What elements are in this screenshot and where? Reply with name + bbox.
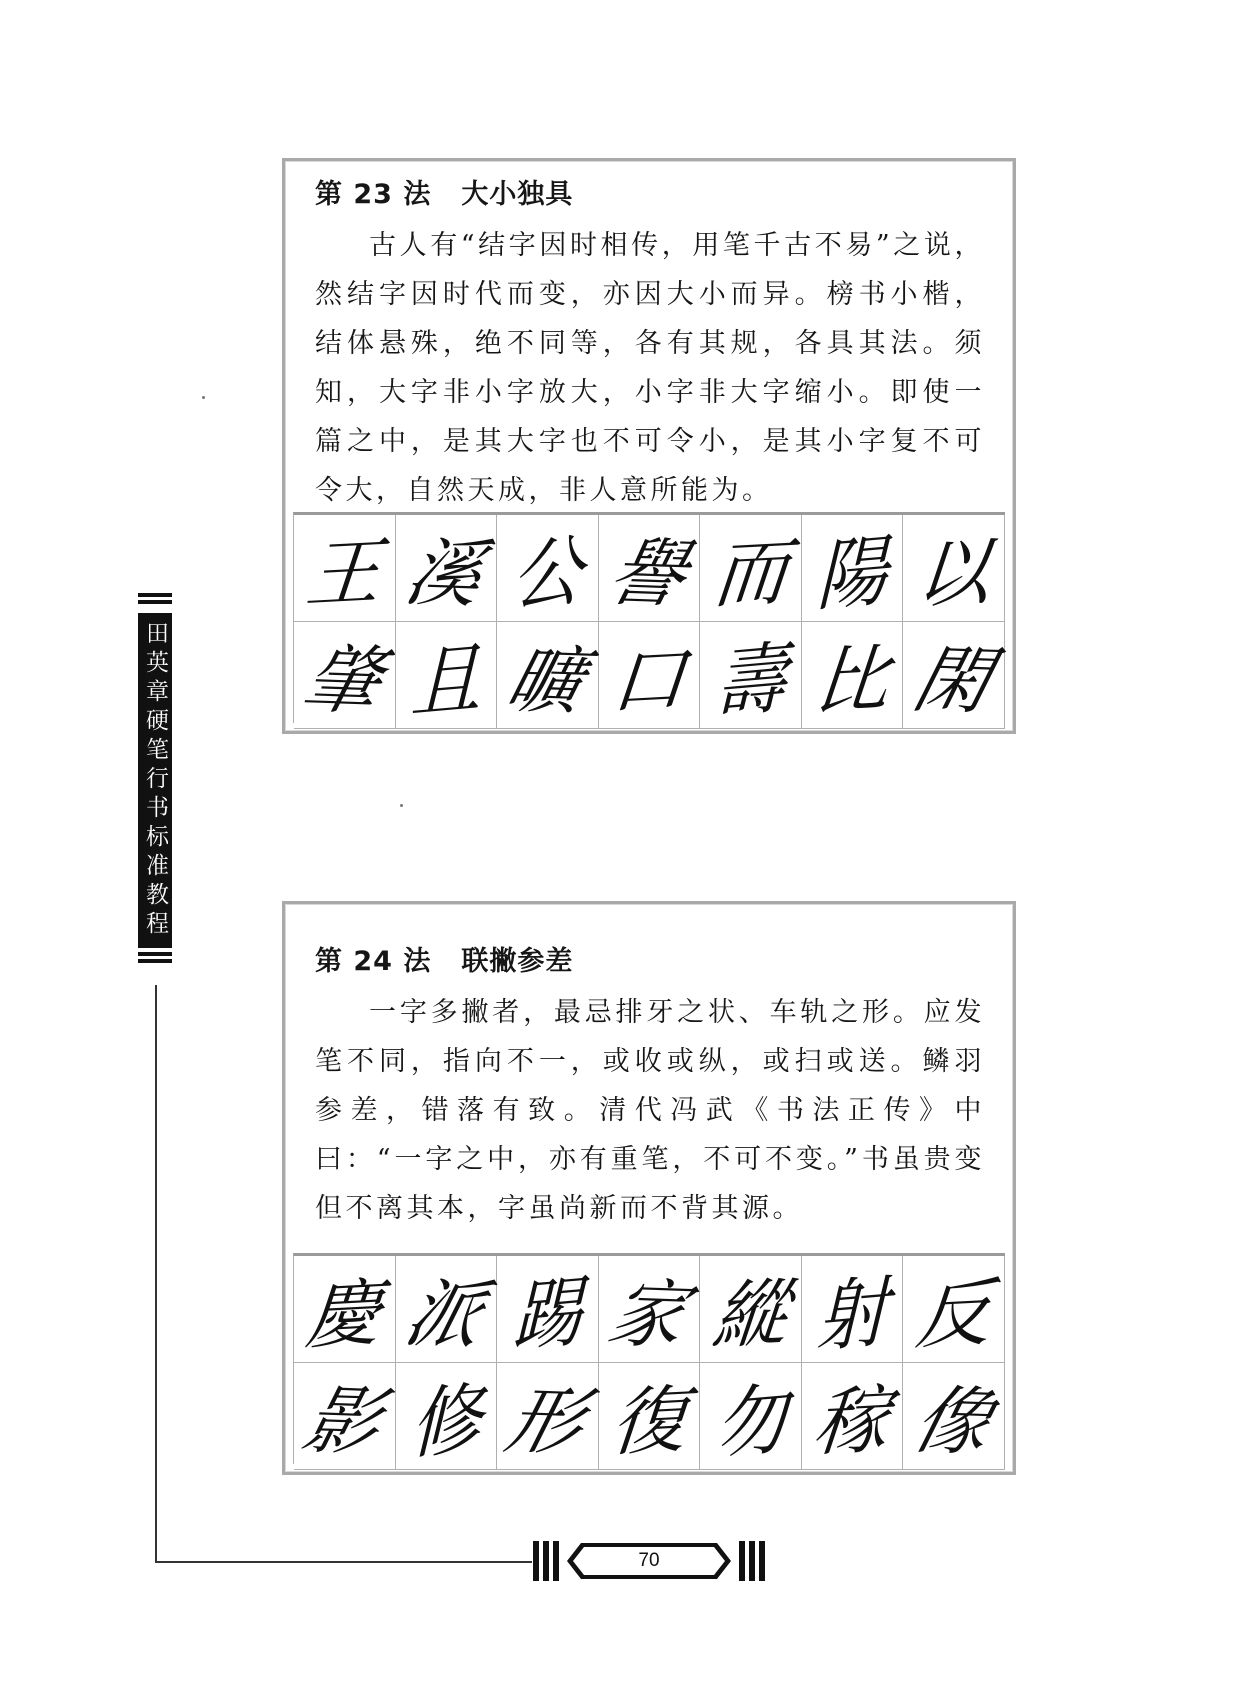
example-character: 以 bbox=[903, 515, 1005, 622]
example-character: 閑 bbox=[903, 622, 1005, 729]
example-character-grid bbox=[293, 512, 1005, 730]
lesson-number: 第 23 法 bbox=[315, 179, 432, 210]
example-character: 比 bbox=[802, 622, 904, 729]
example-character: 王 bbox=[294, 515, 396, 622]
example-character: 壽 bbox=[700, 622, 802, 729]
example-character: 家 bbox=[599, 1256, 701, 1363]
example-character: 陽 bbox=[802, 515, 904, 622]
lesson-24-text bbox=[315, 942, 985, 1233]
example-character: 形 bbox=[497, 1363, 599, 1470]
example-character: 肇 bbox=[294, 622, 396, 729]
lesson-23-box bbox=[282, 158, 1016, 734]
lesson-23-body: 古人有“结字因时相传，用笔千古不易”之说，然结字因时代而变，亦因大小而异。榜书小楷，结体悬殊，绝不同等，各有其规，各具其法。须知，大字非小字放大，小字非大字缩小。即使一篇之中，是其大字也不可令小，是其小字复不可令大，自然天成，非人意所能为。 bbox=[315, 230, 985, 506]
lesson-23-text bbox=[315, 175, 985, 515]
lesson-number: 第 24 法 bbox=[315, 946, 432, 977]
example-character: 口 bbox=[599, 622, 701, 729]
example-character: 派 bbox=[396, 1256, 498, 1363]
lesson-24-title bbox=[315, 942, 985, 982]
book-title: 田英章硬笔行书标准教程 bbox=[138, 613, 172, 948]
lesson-24-body: 一字多撇者，最忌排牙之状、车轨之形。应发笔不同，指向不一，或收或纵，或扫或送。鳞羽参差，错落有致。清代冯武《书法正传》中曰：“一字之中，亦有重笔，不可不变。”书虽贵变但不离其本，字虽尚新而不背其源。 bbox=[315, 997, 985, 1224]
side-banner bbox=[138, 593, 172, 972]
example-character: 踢 bbox=[497, 1256, 599, 1363]
lesson-23-title bbox=[315, 175, 985, 215]
lesson-name: 大小独具 bbox=[461, 179, 574, 210]
example-character: 溪 bbox=[396, 515, 498, 622]
example-character: 且 bbox=[396, 622, 498, 729]
banner-top-ornament bbox=[138, 593, 172, 613]
example-character: 影 bbox=[294, 1363, 396, 1470]
example-character: 復 bbox=[599, 1363, 701, 1470]
margin-rule-horizontal bbox=[155, 1561, 532, 1563]
example-character: 而 bbox=[700, 515, 802, 622]
lesson-name: 联撇参差 bbox=[461, 946, 574, 977]
example-character: 像 bbox=[903, 1363, 1005, 1470]
margin-rule-vertical bbox=[155, 985, 157, 1563]
example-character: 譽 bbox=[599, 515, 701, 622]
example-character: 稼 bbox=[802, 1363, 904, 1470]
example-character: 勿 bbox=[700, 1363, 802, 1470]
example-character: 縱 bbox=[700, 1256, 802, 1363]
scan-speck bbox=[202, 396, 205, 399]
example-character: 修 bbox=[396, 1363, 498, 1470]
example-character: 慶 bbox=[294, 1256, 396, 1363]
example-character: 公 bbox=[497, 515, 599, 622]
banner-bottom-ornament bbox=[138, 952, 172, 972]
lesson-24-box bbox=[282, 901, 1016, 1475]
example-character: 射 bbox=[802, 1256, 904, 1363]
example-character: 反 bbox=[903, 1256, 1005, 1363]
scan-speck bbox=[400, 804, 403, 807]
example-character: 曠 bbox=[497, 622, 599, 729]
page-number-badge bbox=[533, 1541, 765, 1581]
page-number: 70 bbox=[638, 1550, 660, 1571]
example-character-grid bbox=[293, 1253, 1005, 1471]
